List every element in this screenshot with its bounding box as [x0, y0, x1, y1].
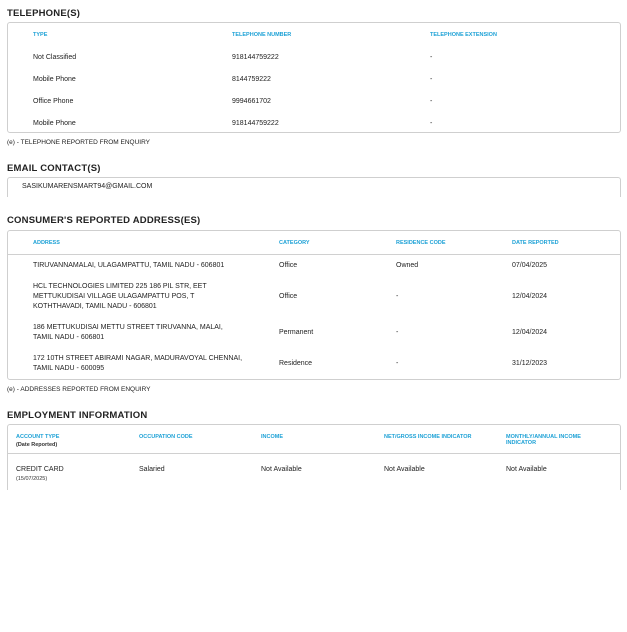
- telephone-extension: -: [430, 54, 433, 61]
- monthly-annual-header: MONTHLY/ANNUAL INCOME INDICATOR: [506, 434, 581, 446]
- address-category: Office: [279, 262, 298, 269]
- addresses-table: [7, 230, 621, 380]
- address-residence-code: -: [396, 329, 399, 336]
- header-divider: [8, 453, 620, 454]
- address-residence-code: -: [396, 293, 399, 300]
- telephone-extension-header: TELEPHONE EXTENSION: [430, 32, 497, 38]
- address-date: 12/04/2024: [512, 329, 548, 336]
- address-date: 07/04/2025: [512, 262, 548, 269]
- address-residence-code: -: [396, 360, 399, 367]
- address-category: Residence: [279, 360, 313, 367]
- addresses-title: CONSUMER'S REPORTED ADDRESS(ES): [7, 215, 201, 226]
- address-category: Permanent: [279, 329, 314, 336]
- email-value: SASIKUMARENSMART94@GMAIL.COM: [22, 183, 153, 190]
- address-line: TAMIL NADU - 600095: [33, 365, 105, 372]
- monthly-annual-value: Not Available: [506, 466, 547, 473]
- telephone-type-header: TYPE: [33, 32, 48, 38]
- address-line: KOTHTHAVADI, TAMIL NADU - 606801: [33, 303, 157, 310]
- address-residence-code: Owned: [396, 262, 419, 269]
- income-header: INCOME: [261, 434, 283, 440]
- emails-title: EMAIL CONTACT(S): [7, 163, 101, 174]
- addresses-note: (e) - ADDRESSES REPORTED FROM ENQUIRY: [7, 386, 151, 393]
- telephone-number: 8144759222: [232, 76, 271, 83]
- telephones-title: TELEPHONE(S): [7, 8, 81, 19]
- account-type-header: ACCOUNT TYPE: [16, 434, 60, 440]
- address-line: TIRUVANNAMALAI, ULAGAMPATTU, TAMIL NADU - 606801: [33, 262, 225, 269]
- occupation-code-header: OCCUPATION CODE: [139, 434, 193, 440]
- telephone-type: Mobile Phone: [33, 76, 76, 83]
- employment-title: EMPLOYMENT INFORMATION: [7, 410, 148, 421]
- residence-code-header: RESIDENCE CODE: [396, 240, 446, 246]
- date-reported-header: DATE REPORTED: [512, 240, 559, 246]
- address-category: Office: [279, 293, 298, 300]
- telephone-extension: -: [430, 76, 433, 83]
- account-date-value: (15/07/2025): [16, 476, 48, 482]
- address-line: 172 10TH STREET ABIRAMI NAGAR, MADURAVOYAL CHENNAI,: [33, 355, 243, 362]
- address-line: HCL TECHNOLOGIES LIMITED 225 186 PIL STR, EET: [33, 283, 207, 290]
- emails-box: [7, 177, 621, 197]
- address-line: TAMIL NADU - 606801: [33, 334, 105, 341]
- address-header: ADDRESS: [33, 240, 60, 246]
- telephone-number-header: TELEPHONE NUMBER: [232, 32, 292, 38]
- net-gross-header: NET/GROSS INCOME INDICATOR: [384, 434, 472, 440]
- address-line: 186 METTUKUDISAI METTU STREET TIRUVANNA, MALAI,: [33, 324, 223, 331]
- employment-table: [7, 424, 621, 490]
- occupation-value: Salaried: [139, 466, 165, 473]
- telephone-extension: -: [430, 98, 433, 105]
- address-date: 12/04/2024: [512, 293, 548, 300]
- telephone-number: 918144759222: [232, 54, 279, 61]
- account-type-value: CREDIT CARD: [16, 466, 64, 473]
- telephones-table: [7, 22, 621, 133]
- telephone-number: 9994661702: [232, 98, 271, 105]
- telephone-number: 918144759222: [232, 120, 279, 127]
- telephone-extension: -: [430, 120, 433, 127]
- address-date: 31/12/2023: [512, 360, 548, 367]
- date-reported-subheader: (Date Reported): [16, 442, 58, 448]
- telephone-type: Office Phone: [33, 98, 74, 105]
- category-header: CATEGORY: [279, 240, 310, 246]
- net-gross-value: Not Available: [384, 466, 425, 473]
- telephone-type: Mobile Phone: [33, 120, 76, 127]
- address-line: METTUKUDISAI VILLAGE ULAGAMPATTU POS, T: [33, 293, 195, 300]
- income-value: Not Available: [261, 466, 302, 473]
- telephone-type: Not Classified: [33, 54, 77, 61]
- header-divider: [8, 254, 620, 255]
- telephones-note: (e) - TELEPHONE REPORTED FROM ENQUIRY: [7, 139, 151, 146]
